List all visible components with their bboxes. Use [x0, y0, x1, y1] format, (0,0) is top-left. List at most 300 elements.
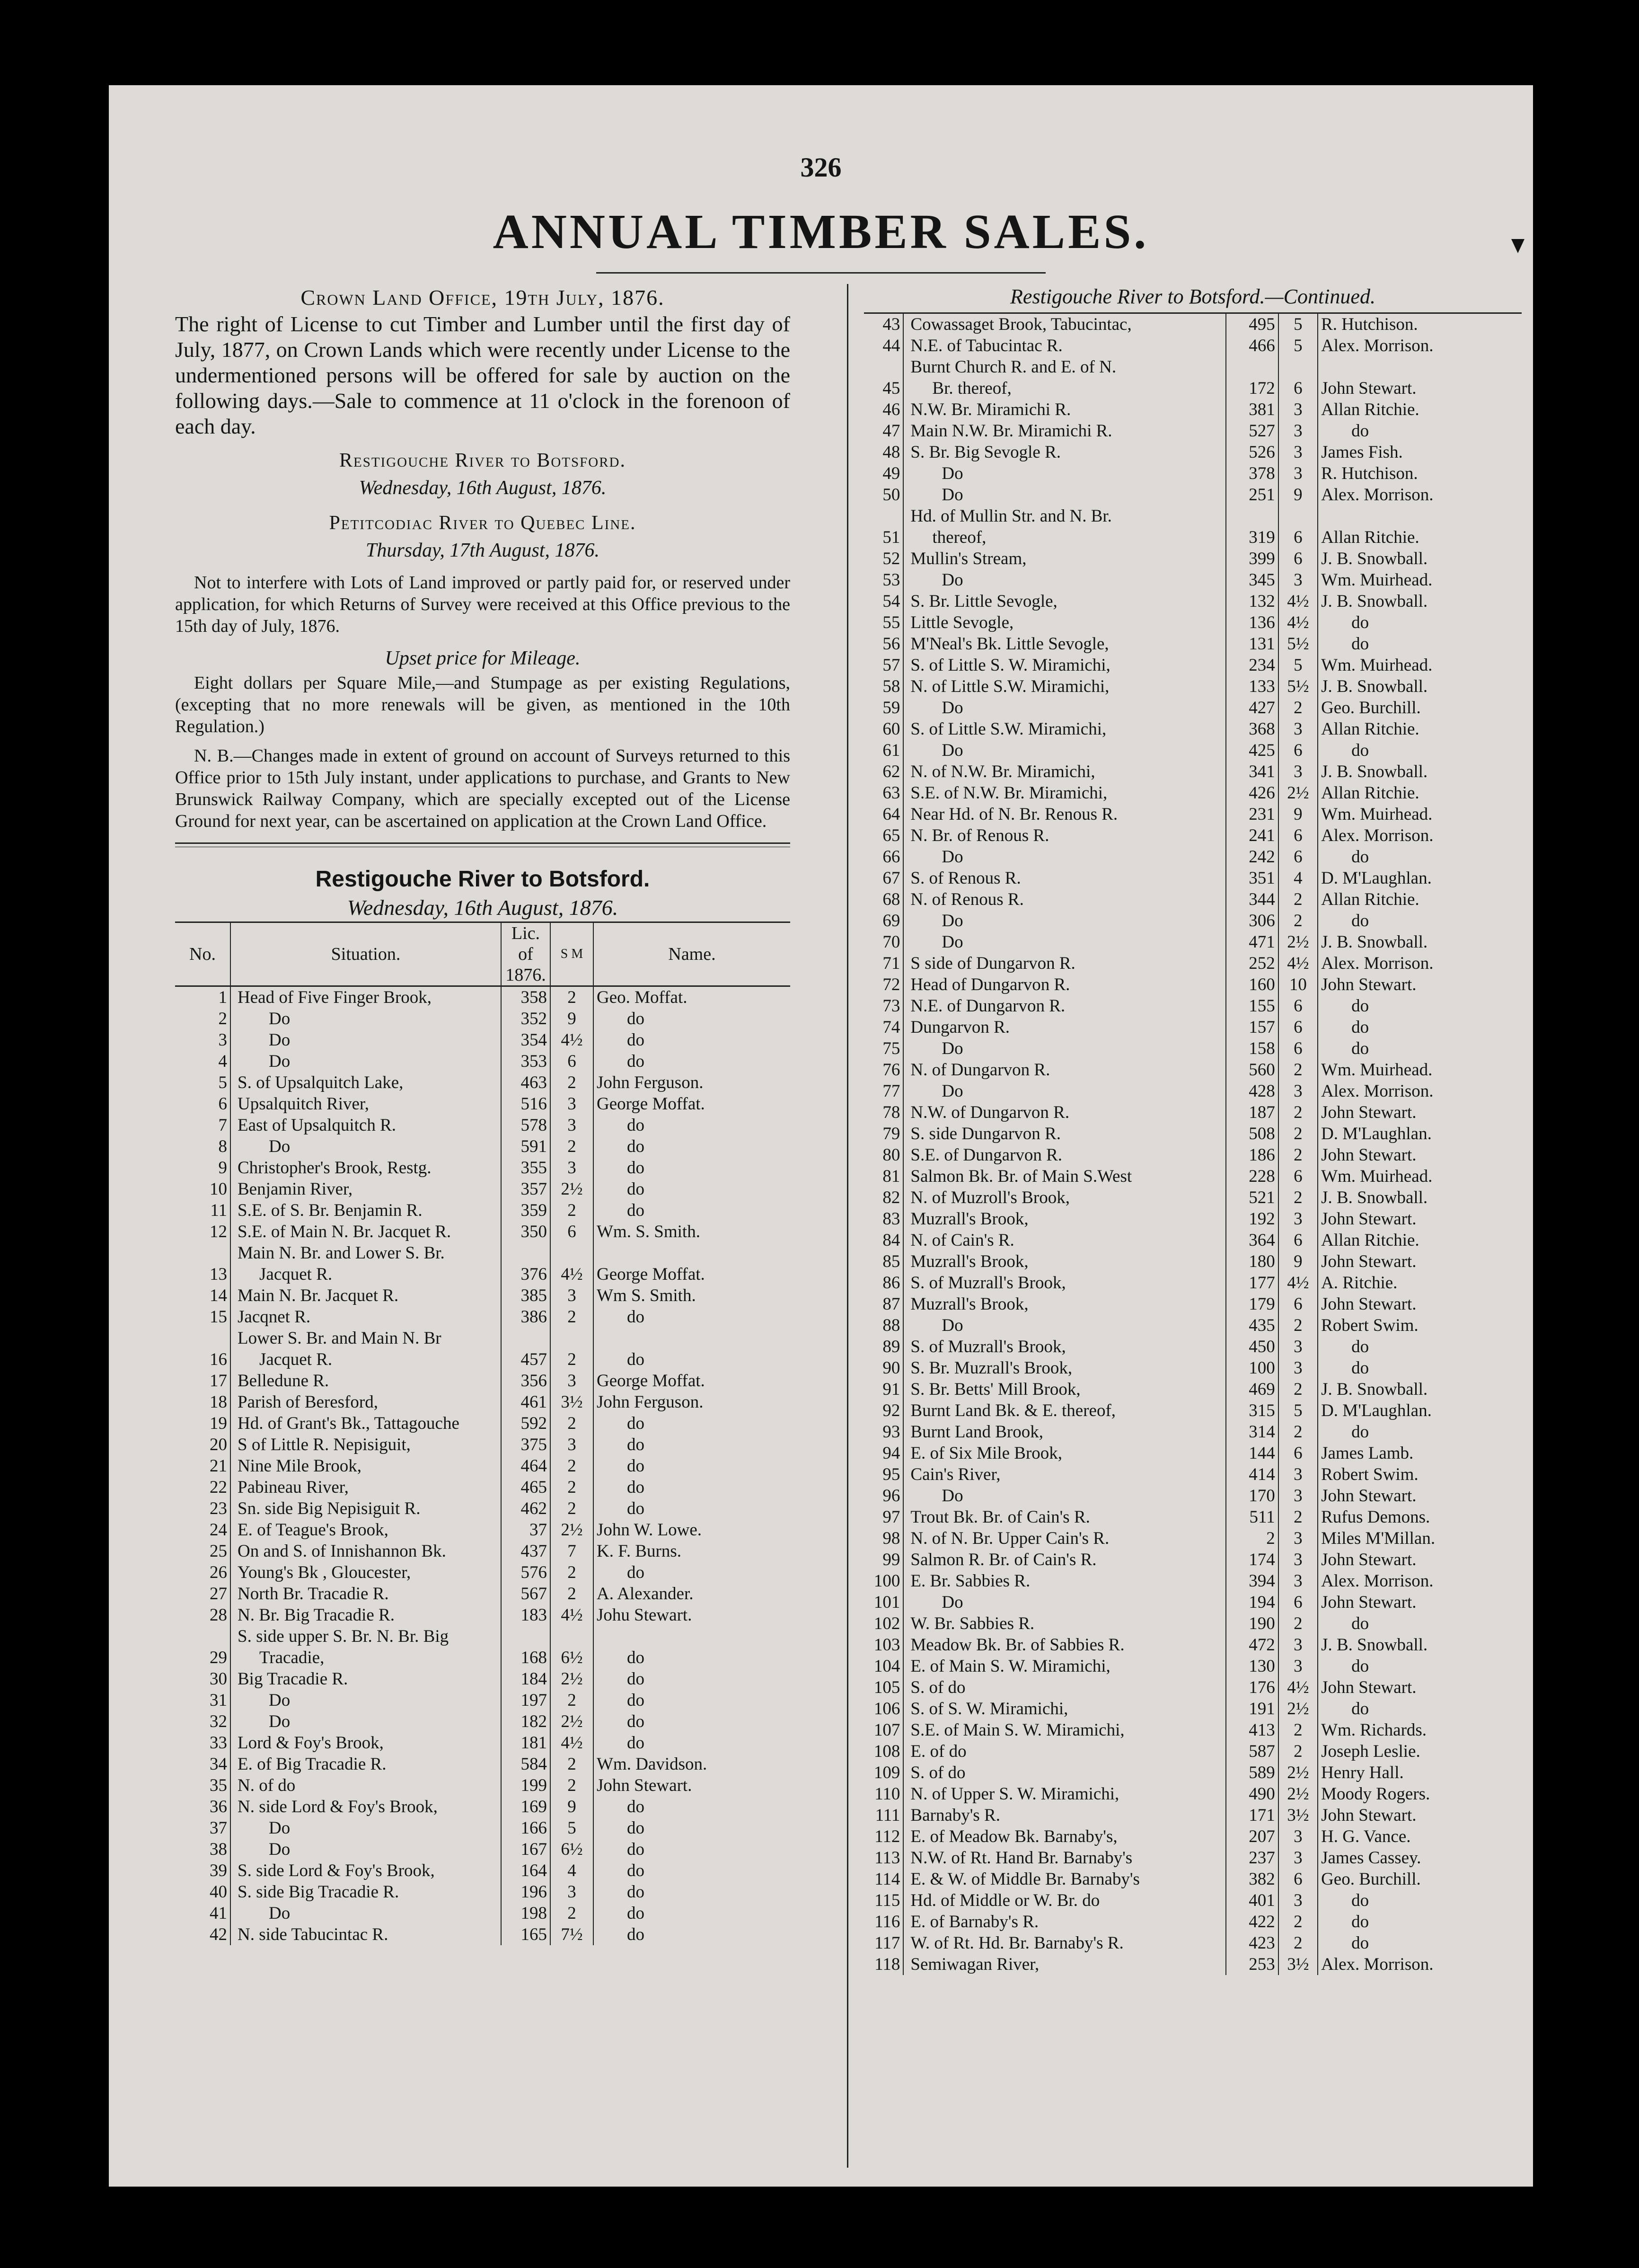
- row-name: John Stewart.: [1318, 378, 1522, 399]
- row-sm: 2½: [550, 1711, 593, 1732]
- row-situation: Near Hd. of N. Br. Renous R.: [903, 804, 1225, 825]
- table-row: [175, 1519, 790, 1541]
- row-lic: 368: [1226, 718, 1278, 740]
- continued-heading: Restigouche River to Botsford.—Continued.: [1010, 285, 1375, 308]
- row-situation: N.W. of Rt. Hand Br. Barnaby's: [903, 1847, 1225, 1869]
- row-situation: North Br. Tracadie R.: [230, 1583, 501, 1604]
- row-lic: [1226, 356, 1278, 378]
- row-sm: 2½: [1278, 931, 1318, 953]
- row-lic: 242: [1226, 846, 1278, 868]
- row-lic: 100: [1226, 1357, 1278, 1379]
- row-lic: 521: [1226, 1187, 1278, 1208]
- row-sm: 6: [1278, 1017, 1318, 1038]
- row-name: do: [1318, 1017, 1522, 1038]
- row-number: 36: [210, 1797, 227, 1816]
- row-situation: Pabineau River,: [230, 1477, 501, 1498]
- row-number: 101: [873, 1593, 900, 1612]
- table-row: [864, 1357, 1522, 1379]
- table-row: [864, 1869, 1522, 1890]
- row-sm: 5: [550, 1817, 593, 1839]
- table-row: [864, 1315, 1522, 1336]
- table-row: [175, 1008, 790, 1029]
- row-sm: 3: [550, 1370, 593, 1391]
- row-name: [1318, 356, 1522, 378]
- row-sm: 6: [1278, 1592, 1318, 1613]
- row-number: 43: [882, 315, 900, 334]
- row-name: Allan Ritchie.: [1318, 527, 1522, 548]
- table-row: [175, 1860, 790, 1881]
- table-row: [175, 986, 790, 1009]
- row-sm: 6: [1278, 1293, 1318, 1315]
- table-row: [175, 1668, 790, 1690]
- row-situation: Little Sevogle,: [903, 612, 1225, 633]
- row-lic: 253: [1226, 1954, 1278, 1975]
- row-lic: 165: [501, 1924, 550, 1945]
- row-sm: 2: [550, 1690, 593, 1711]
- row-lic: 587: [1226, 1741, 1278, 1762]
- row-lic: 413: [1226, 1719, 1278, 1741]
- row-situation: N. of N.W. Br. Miramichi,: [903, 761, 1225, 782]
- row-name: J. B. Snowball.: [1318, 591, 1522, 612]
- row-lic: 358: [501, 986, 550, 1009]
- table-row: [864, 910, 1522, 931]
- row-lic: 378: [1226, 463, 1278, 484]
- table-row: [864, 718, 1522, 740]
- row-situation: E. of do: [903, 1741, 1225, 1762]
- table-row: [175, 1647, 790, 1668]
- table-row: [864, 1081, 1522, 1102]
- row-lic: 350: [501, 1221, 550, 1242]
- sale2-heading: Petitcodiac River to Quebec Line.: [329, 512, 636, 534]
- row-situation: Do: [903, 1315, 1225, 1336]
- row-lic: 357: [501, 1178, 550, 1200]
- table-row: [175, 1754, 790, 1775]
- row-lic: 174: [1226, 1549, 1278, 1570]
- row-number: 84: [882, 1231, 900, 1250]
- row-sm: 3: [1278, 1464, 1318, 1485]
- table-row: [864, 1421, 1522, 1443]
- row-number: 5: [218, 1073, 227, 1092]
- row-number: 20: [210, 1435, 227, 1454]
- row-lic: 180: [1226, 1251, 1278, 1272]
- row-sm: 3: [1278, 1208, 1318, 1230]
- row-situation: Christopher's Brook, Restg.: [230, 1157, 501, 1178]
- table-row: [864, 1400, 1522, 1421]
- table-row: [175, 1264, 790, 1285]
- row-number: 14: [210, 1286, 227, 1305]
- table-row: [864, 761, 1522, 782]
- row-number: [175, 1626, 230, 1647]
- row-lic: 133: [1226, 676, 1278, 697]
- row-name: do: [593, 1477, 790, 1498]
- row-sm: 10: [1278, 974, 1318, 995]
- row-lic: 186: [1226, 1144, 1278, 1166]
- row-lic: 592: [501, 1413, 550, 1434]
- row-name: John Stewart.: [1318, 1592, 1522, 1613]
- row-lic: 464: [501, 1455, 550, 1477]
- upset-text: Eight dollars per Square Mile,—and Stumpage as per existing Regulations, (excepting that no more renewals will be given, as mentioned in the 10th Regulation.): [175, 673, 790, 736]
- row-number: 21: [210, 1456, 227, 1476]
- row-lic: 341: [1226, 761, 1278, 782]
- table-row: [864, 1272, 1522, 1293]
- row-lic: 422: [1226, 1911, 1278, 1932]
- row-situation: E. of Main S. W. Miramichi,: [903, 1656, 1225, 1677]
- table-row: [175, 1881, 790, 1903]
- row-name: [593, 1626, 790, 1647]
- row-sm: 2: [550, 1455, 593, 1477]
- row-number: 66: [882, 847, 900, 867]
- row-name: do: [1318, 420, 1522, 442]
- row-sm: 6: [550, 1221, 593, 1242]
- row-name: do: [1318, 1038, 1522, 1059]
- row-name: John Ferguson.: [593, 1391, 790, 1413]
- row-name: do: [593, 1732, 790, 1754]
- row-situation: Do: [230, 1711, 501, 1732]
- row-situation: N. Br. of Renous R.: [903, 825, 1225, 846]
- row-number: 6: [218, 1094, 227, 1114]
- table-row: [175, 1732, 790, 1754]
- row-number: 63: [882, 783, 900, 803]
- notice-dateline: Crown Land Office, 19th July, 1876.: [300, 285, 665, 310]
- row-number: 19: [210, 1414, 227, 1433]
- row-situation: S. of S. W. Miramichi,: [903, 1698, 1225, 1719]
- row-sm: 2: [1278, 1102, 1318, 1123]
- table-row: [864, 782, 1522, 804]
- row-lic: 354: [501, 1029, 550, 1051]
- row-name: do: [1318, 1911, 1522, 1932]
- row-lic: 182: [501, 1711, 550, 1732]
- table-row: [864, 1954, 1522, 1975]
- row-lic: 435: [1226, 1315, 1278, 1336]
- row-number: 60: [882, 719, 900, 739]
- row-sm: 7½: [550, 1924, 593, 1945]
- row-name: J. B. Snowball.: [1318, 1187, 1522, 1208]
- row-name: Robert Swim.: [1318, 1464, 1522, 1485]
- table-row: [864, 1783, 1522, 1805]
- row-situation: Belledune R.: [230, 1370, 501, 1391]
- row-lic: 37: [501, 1519, 550, 1541]
- row-number: 96: [882, 1486, 900, 1506]
- row-number: 94: [882, 1444, 900, 1463]
- table-row: [175, 1455, 790, 1477]
- row-name: R. Hutchison.: [1318, 313, 1522, 336]
- row-name: Wm. Muirhead.: [1318, 655, 1522, 676]
- row-name: Robert Swim.: [1318, 1315, 1522, 1336]
- table-row: [175, 1817, 790, 1839]
- row-number: 112: [874, 1827, 900, 1846]
- row-situation: Big Tracadie R.: [230, 1668, 501, 1690]
- row-sm: 9: [550, 1008, 593, 1029]
- table-row: [175, 1136, 790, 1157]
- row-sm: 5: [1278, 335, 1318, 356]
- row-situation: S. Br. Big Sevogle R.: [903, 442, 1225, 463]
- header-situation: Situation.: [230, 922, 501, 986]
- row-sm: 2: [550, 1903, 593, 1924]
- row-lic: [501, 1626, 550, 1647]
- row-situation: N. side Tabucintac R.: [230, 1924, 501, 1945]
- table-row: [864, 1677, 1522, 1698]
- row-name: Allan Ritchie.: [1318, 1230, 1522, 1251]
- row-situation: S. of Renous R.: [903, 868, 1225, 889]
- row-number: 31: [210, 1691, 227, 1710]
- row-lic: 364: [1226, 1230, 1278, 1251]
- row-name: Wm. Muirhead.: [1318, 1166, 1522, 1187]
- table-row: [864, 569, 1522, 591]
- row-situation: Do: [903, 846, 1225, 868]
- row-situation: Main N. Br. Jacquet R.: [230, 1285, 501, 1306]
- row-sm: 2: [1278, 1315, 1318, 1336]
- table-row: [864, 825, 1522, 846]
- row-number: 39: [210, 1861, 227, 1880]
- row-name: Wm. Davidson.: [593, 1754, 790, 1775]
- row-name: Geo. Moffat.: [593, 986, 790, 1009]
- row-name: Wm. S. Smith.: [593, 1221, 790, 1242]
- row-sm: 2½: [550, 1668, 593, 1690]
- row-lic: 169: [501, 1796, 550, 1817]
- row-number: 12: [210, 1222, 227, 1241]
- row-sm: 2: [1278, 1187, 1318, 1208]
- row-situation: S. side Big Tracadie R.: [230, 1881, 501, 1903]
- row-number: 16: [210, 1350, 227, 1369]
- table-row: [175, 1370, 790, 1391]
- row-sm: 6: [1278, 995, 1318, 1017]
- row-name: George Moffat.: [593, 1093, 790, 1115]
- row-sm: 3: [1278, 1336, 1318, 1357]
- table-row: [175, 1796, 790, 1817]
- row-situation: Trout Bk. Br. of Cain's R.: [903, 1506, 1225, 1528]
- row-name: do: [593, 1817, 790, 1839]
- row-sm: 2½: [1278, 1783, 1318, 1805]
- table-row: [864, 591, 1522, 612]
- row-situation: N. of Little S.W. Miramichi,: [903, 676, 1225, 697]
- table-row: [864, 313, 1522, 336]
- row-name: do: [1318, 846, 1522, 868]
- row-number: 99: [882, 1550, 900, 1569]
- row-situation: Salmon Bk. Br. of Main S.West: [903, 1166, 1225, 1187]
- row-sm: 3: [1278, 1528, 1318, 1549]
- row-number: 88: [882, 1316, 900, 1335]
- table-row: [864, 527, 1522, 548]
- row-sm: [550, 1242, 593, 1264]
- row-situation: S. side Lord & Foy's Brook,: [230, 1860, 501, 1881]
- table-row: [864, 633, 1522, 655]
- row-number: 1: [218, 988, 227, 1007]
- table-row: [864, 676, 1522, 697]
- row-name: Allan Ritchie.: [1318, 399, 1522, 420]
- row-lic: 191: [1226, 1698, 1278, 1719]
- table-row: [175, 1115, 790, 1136]
- section-title: Restigouche River to Botsford.: [315, 867, 650, 892]
- row-sm: [550, 1328, 593, 1349]
- row-number: 42: [210, 1925, 227, 1944]
- row-name: J. B. Snowball.: [1318, 1634, 1522, 1656]
- row-number: 41: [210, 1904, 227, 1923]
- row-number: 69: [882, 911, 900, 930]
- row-situation: Mullin's Stream,: [903, 548, 1225, 569]
- row-situation: N. of N. Br. Upper Cain's R.: [903, 1528, 1225, 1549]
- row-number: 58: [882, 677, 900, 696]
- row-sm: 3: [1278, 569, 1318, 591]
- row-lic: 466: [1226, 335, 1278, 356]
- row-number: 65: [882, 826, 900, 845]
- table-row: [175, 1434, 790, 1455]
- table-row: [175, 1626, 790, 1647]
- row-situation: East of Upsalquitch R.: [230, 1115, 501, 1136]
- table-row: [864, 1166, 1522, 1187]
- row-sm: 3: [1278, 1890, 1318, 1911]
- row-sm: [1278, 505, 1318, 527]
- row-number: [175, 1328, 230, 1349]
- table-row: [175, 1391, 790, 1413]
- row-name: do: [593, 1860, 790, 1881]
- row-situation: Do: [230, 1817, 501, 1839]
- row-sm: 3½: [550, 1391, 593, 1413]
- row-number: 38: [210, 1840, 227, 1859]
- row-number: 104: [873, 1657, 900, 1676]
- row-situation: N. of do: [230, 1775, 501, 1796]
- row-number: 13: [210, 1265, 227, 1284]
- row-situation: Upsalquitch River,: [230, 1093, 501, 1115]
- row-name: Miles M'Millan.: [1318, 1528, 1522, 1549]
- timber-table-left: [175, 921, 790, 1945]
- table-row: [864, 1698, 1522, 1719]
- row-situation: E. & W. of Middle Br. Barnaby's: [903, 1869, 1225, 1890]
- row-sm: 3: [550, 1881, 593, 1903]
- row-number: 77: [882, 1081, 900, 1101]
- row-lic: 196: [501, 1881, 550, 1903]
- row-name: John Stewart.: [1318, 1549, 1522, 1570]
- row-sm: 3: [1278, 1656, 1318, 1677]
- row-sm: 6: [1278, 1038, 1318, 1059]
- row-lic: 172: [1226, 378, 1278, 399]
- row-number: 22: [210, 1478, 227, 1497]
- row-sm: 2: [550, 1413, 593, 1434]
- row-sm: 2: [550, 1754, 593, 1775]
- page-number: 326: [800, 152, 842, 183]
- row-lic: 192: [1226, 1208, 1278, 1230]
- row-sm: 6: [1278, 548, 1318, 569]
- row-lic: [501, 1328, 550, 1349]
- row-name: J. B. Snowball.: [1318, 548, 1522, 569]
- table-row: [864, 1144, 1522, 1166]
- table-row: [864, 931, 1522, 953]
- row-lic: 428: [1226, 1081, 1278, 1102]
- row-sm: 6: [1278, 1869, 1318, 1890]
- row-name: John W. Lowe.: [593, 1519, 790, 1541]
- row-number: 100: [873, 1571, 900, 1591]
- row-number: [864, 356, 903, 378]
- row-lic: 234: [1226, 655, 1278, 676]
- table-row: [864, 1656, 1522, 1677]
- row-number: 71: [882, 954, 900, 973]
- row-lic: 252: [1226, 953, 1278, 974]
- row-number: 61: [882, 741, 900, 760]
- row-number: 102: [873, 1614, 900, 1633]
- row-situation: S. Br. Betts' Mill Brook,: [903, 1379, 1225, 1400]
- row-lic: 527: [1226, 420, 1278, 442]
- row-lic: 589: [1226, 1762, 1278, 1783]
- table-row: [864, 1613, 1522, 1634]
- row-number: 108: [873, 1742, 900, 1761]
- row-situation: S. side Dungarvon R.: [903, 1123, 1225, 1144]
- row-lic: 187: [1226, 1102, 1278, 1123]
- row-lic: 437: [501, 1541, 550, 1562]
- row-name: do: [593, 1306, 790, 1328]
- row-lic: 130: [1226, 1656, 1278, 1677]
- row-lic: 160: [1226, 974, 1278, 995]
- row-number: 27: [210, 1584, 227, 1604]
- row-number: 92: [882, 1401, 900, 1420]
- row-situation: N. of Cain's R.: [903, 1230, 1225, 1251]
- row-number: 118: [874, 1955, 900, 1974]
- row-lic: 2: [1226, 1528, 1278, 1549]
- table-row: [864, 804, 1522, 825]
- row-name: do: [593, 1136, 790, 1157]
- table-row: [864, 463, 1522, 484]
- nb-text: N. B.—Changes made in extent of ground on account of Surveys returned to this Office prior to 15th July instant, under applications to purchase, and Grants to New Brunswick Railway Company, which are specially excepted out of the License Ground for next year, can be ascertained on application at the Crown Land Office.: [175, 746, 790, 831]
- table-row: [175, 1221, 790, 1242]
- row-sm: 2: [1278, 697, 1318, 718]
- row-name: Alex. Morrison.: [1318, 1954, 1522, 1975]
- row-number: 47: [882, 421, 900, 441]
- row-sm: 2: [1278, 1741, 1318, 1762]
- row-sm: 2½: [550, 1519, 593, 1541]
- header-no: No.: [175, 922, 230, 986]
- table-row: [864, 442, 1522, 463]
- table-row: [175, 1604, 790, 1626]
- row-lic: 228: [1226, 1166, 1278, 1187]
- row-lic: 385: [501, 1285, 550, 1306]
- row-situation: S. of do: [903, 1762, 1225, 1783]
- row-lic: 345: [1226, 569, 1278, 591]
- row-situation: E. of Big Tracadie R.: [230, 1754, 501, 1775]
- row-name: Rufus Demons.: [1318, 1506, 1522, 1528]
- table-row: [864, 1592, 1522, 1613]
- row-name: Allan Ritchie.: [1318, 718, 1522, 740]
- row-name: John Stewart.: [593, 1775, 790, 1796]
- row-situation: Do: [903, 910, 1225, 931]
- row-situation: N. side Lord & Foy's Brook,: [230, 1796, 501, 1817]
- row-name: John Stewart.: [1318, 1677, 1522, 1698]
- row-sm: 2: [1278, 1421, 1318, 1443]
- row-name: do: [1318, 995, 1522, 1017]
- table-row: [864, 1932, 1522, 1954]
- row-lic: 144: [1226, 1443, 1278, 1464]
- row-sm: 9: [550, 1796, 593, 1817]
- row-sm: 2: [1278, 1123, 1318, 1144]
- row-sm: 4½: [1278, 1677, 1318, 1698]
- row-sm: 2: [550, 1583, 593, 1604]
- row-sm: 3: [1278, 420, 1318, 442]
- left-column: [175, 284, 790, 1945]
- row-name: John Stewart.: [1318, 974, 1522, 995]
- row-sm: 2: [550, 1349, 593, 1370]
- row-lic: [501, 1242, 550, 1264]
- row-situation: Do: [903, 1038, 1225, 1059]
- row-lic: 168: [501, 1647, 550, 1668]
- table-row: [864, 1187, 1522, 1208]
- table-row: [175, 1477, 790, 1498]
- document-page: [109, 85, 1533, 2187]
- table-row: [175, 1562, 790, 1583]
- row-situation: Salmon R. Br. of Cain's R.: [903, 1549, 1225, 1570]
- row-name: do: [593, 1796, 790, 1817]
- row-lic: 450: [1226, 1336, 1278, 1357]
- table-row: [864, 1017, 1522, 1038]
- row-situation: Lower S. Br. and Main N. Br: [230, 1328, 501, 1349]
- sale1-heading: Restigouche River to Botsford.: [339, 450, 626, 471]
- row-name: Henry Hall.: [1318, 1762, 1522, 1783]
